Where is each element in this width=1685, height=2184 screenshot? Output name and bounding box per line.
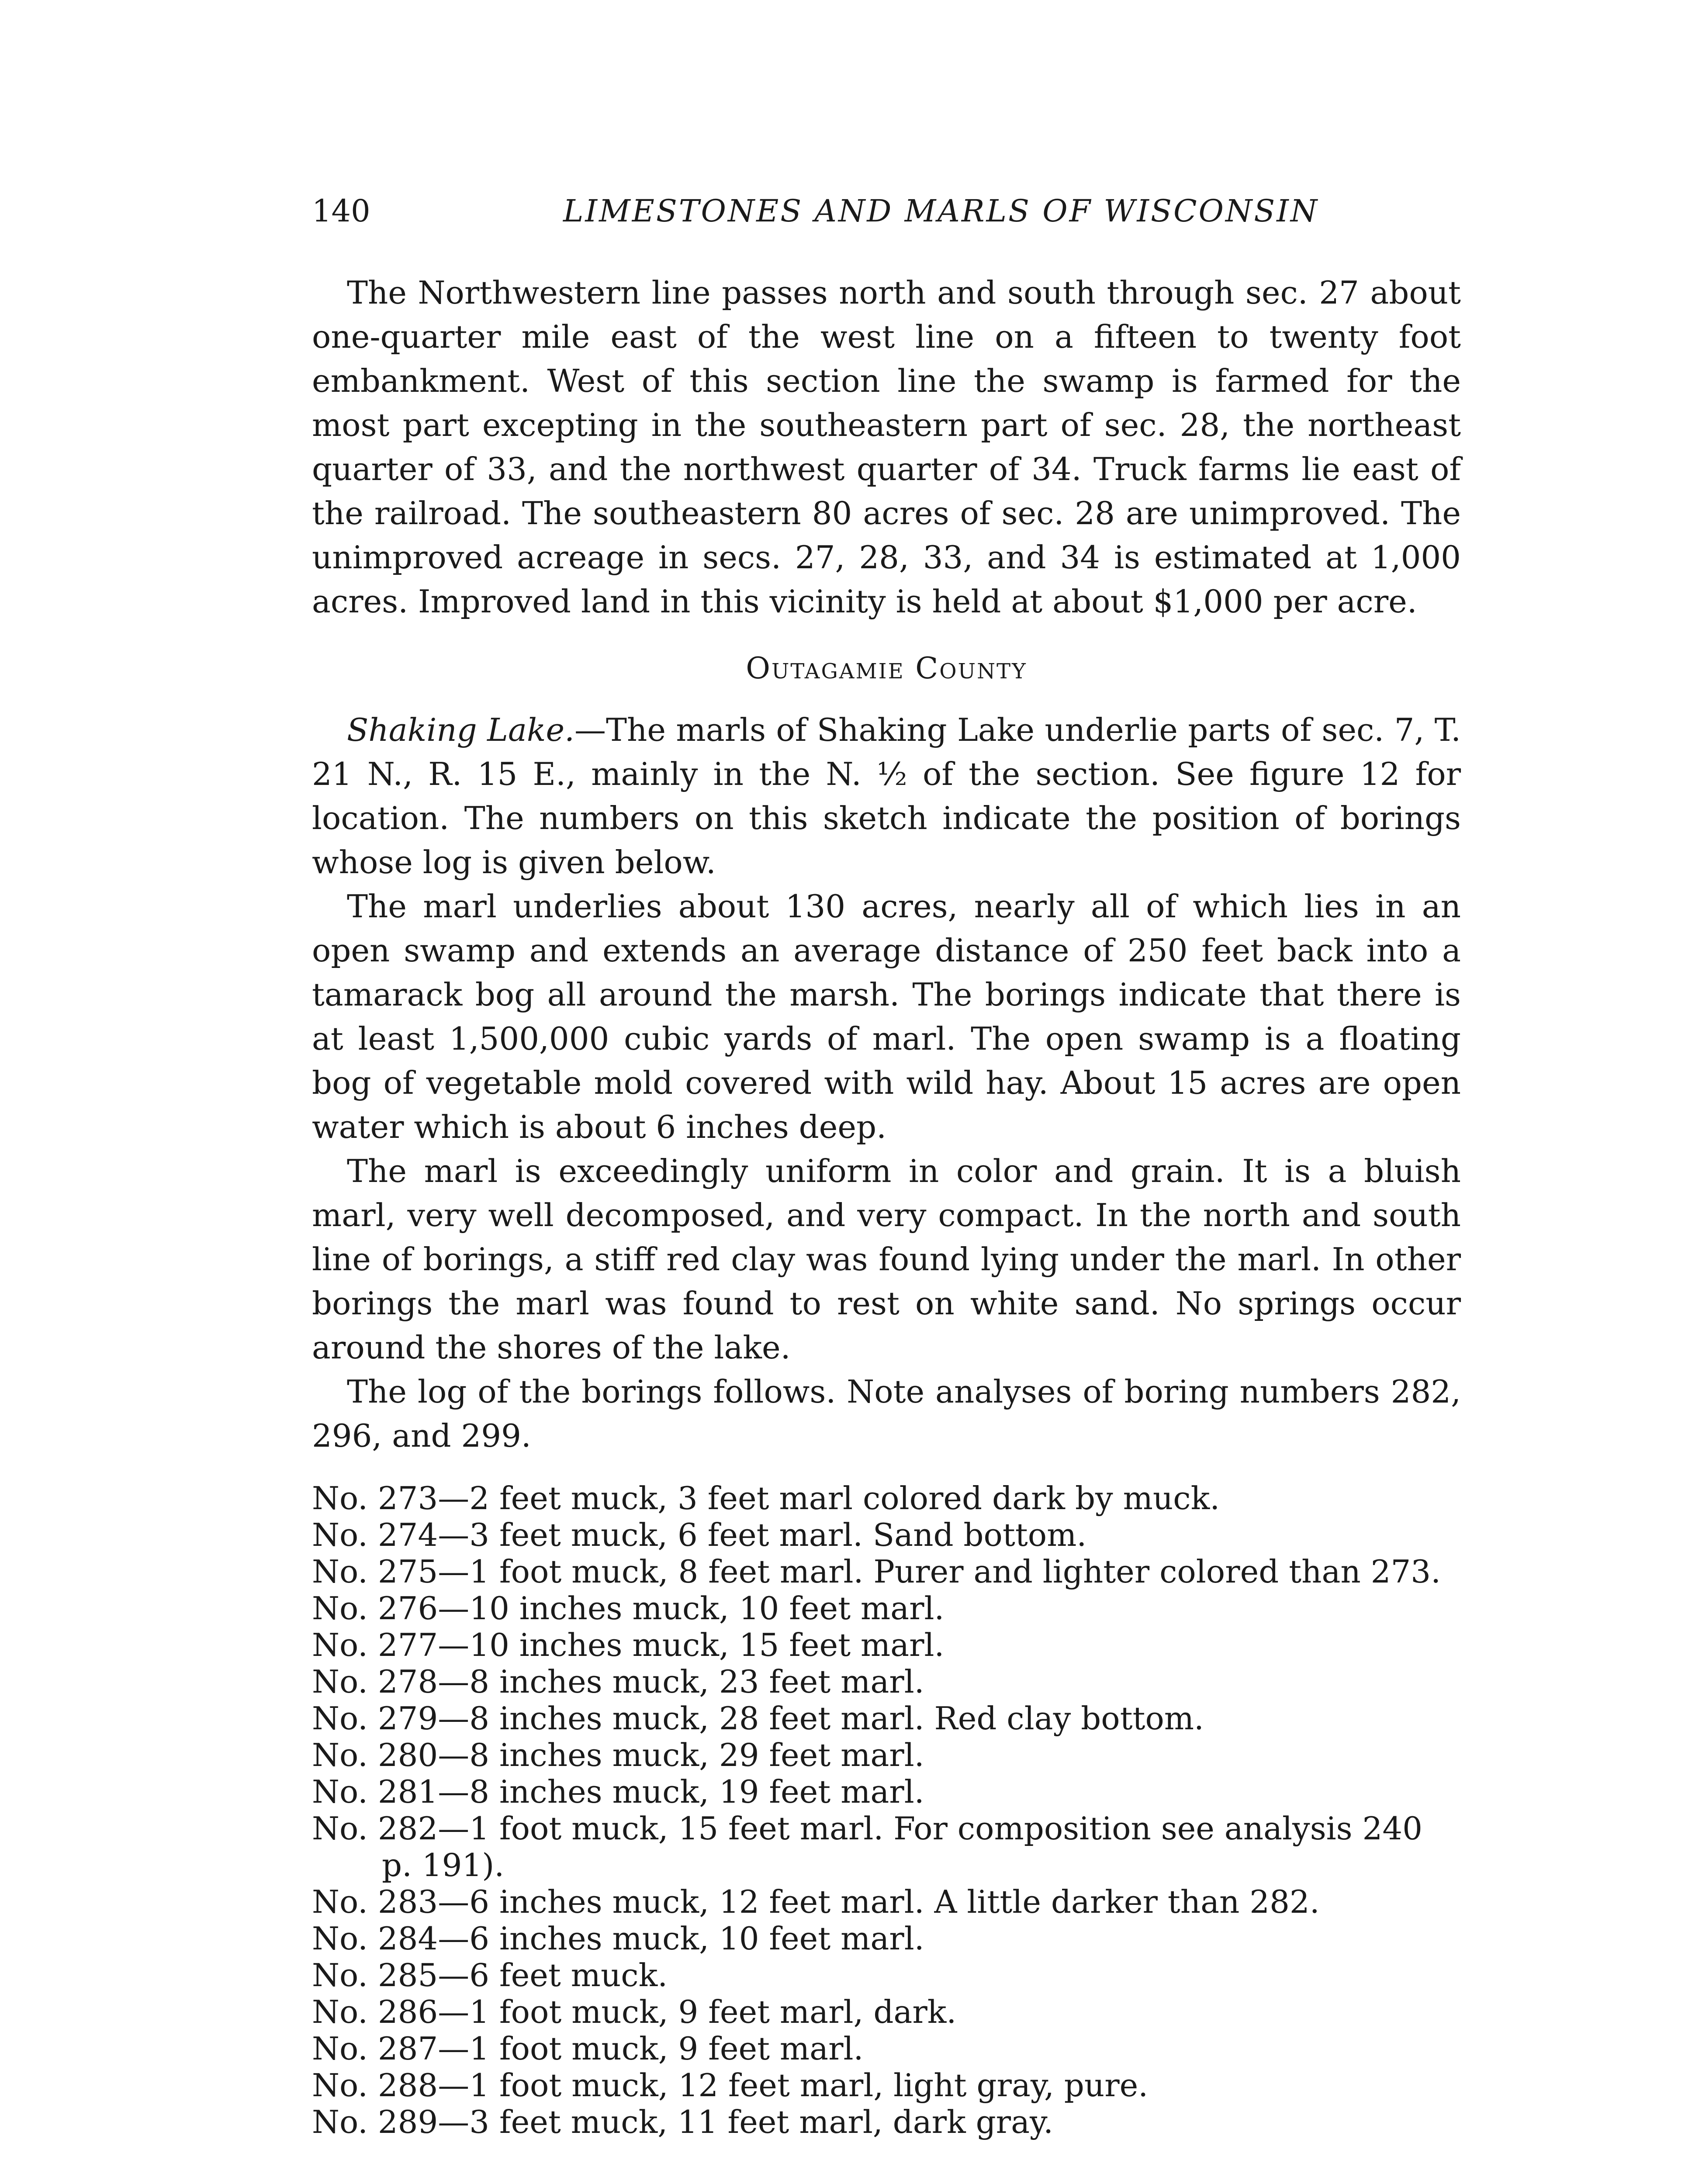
boring-log-entry: No. 282—1 foot muck, 15 feet marl. For composition see analysis 240 p. 191).: [312, 1810, 1422, 1883]
boring-log-entry: No. 279—8 inches muck, 28 feet marl. Red clay bottom.: [312, 1700, 1204, 1737]
section-heading: Outagamie County: [746, 651, 1027, 686]
paragraph-marl-quality: The marl is exceedingly uniform in color and grain. It is a bluish marl, very well decomposed, and very compact. In the north and south line of borings, a stiff red clay was found lying under the marl. In other borings the marl was found to rest on white sand. No springs occur around the shores of the lake.: [312, 1153, 1461, 1366]
shaking-lake-paragraph: [312, 708, 1461, 885]
boring-log-entry: No. 287—1 foot muck, 9 feet marl.: [312, 2030, 864, 2067]
boring-log-entry: No. 275—1 foot muck, 8 feet marl. Purer and lighter colored than 273.: [312, 1553, 1441, 1590]
boring-log-entry: No. 281—8 inches muck, 19 feet marl.: [312, 1773, 924, 1810]
boring-log-entry: No. 274—3 feet muck, 6 feet marl. Sand bottom.: [312, 1517, 1087, 1553]
boring-log-entry: No. 273—2 feet muck, 3 feet marl colored dark by muck.: [312, 1480, 1220, 1517]
page-header: [312, 187, 1461, 235]
boring-log-entry: No. 286—1 foot muck, 9 feet marl, dark.: [312, 1994, 957, 2030]
lead-term: Shaking Lake.: [347, 712, 575, 748]
boring-log-entry: No. 276—10 inches muck, 10 feet marl.: [312, 1590, 945, 1627]
page-body: [312, 271, 1461, 2140]
boring-log-list: [312, 1458, 1461, 2140]
paragraph-log-intro: The log of the borings follows. Note analyses of boring numbers 282, 296, and 299.: [312, 1373, 1461, 1454]
page-number: 140: [312, 193, 370, 229]
boring-log-entry: No. 289—3 feet muck, 11 feet marl, dark gray.: [312, 2104, 1054, 2140]
boring-log-entry: No. 278—8 inches muck, 23 feet marl.: [312, 1663, 924, 1700]
lead-text: —The marls of Shaking Lake underlie parts of sec. 7, T. 21 N., R. 15 E., mainly in the N. ½ of the section. See figure 12 for location. The numbers on this sketch indicate the position of borings whose log is given below.: [312, 712, 1461, 881]
boring-log-entry: No. 283—6 inches muck, 12 feet marl. A little darker than 282.: [312, 1883, 1320, 1920]
boring-log-entry: No. 288—1 foot muck, 12 feet marl, light gray, pure.: [312, 2067, 1149, 2104]
boring-log-entry: No. 285—6 feet muck.: [312, 1957, 668, 1994]
paragraph-marl-extent: The marl underlies about 130 acres, nearly all of which lies in an open swamp and extends an average distance of 250 feet back into a tamarack bog all around the marsh. The borings indicate that there is at least 1,500,000 cubic yards of marl. The open swamp is a floating bog of vegetable mold covered with wild hay. About 15 acres are open water which is about 6 inches deep.: [312, 888, 1461, 1145]
intro-paragraph: The Northwestern line passes north and south through sec. 27 about one-quarter mile east of the west line on a fifteen to twenty foot embankment. West of this section line the swamp is farmed for the most part excepting in the southeastern part of sec. 28, the northeast quarter of 33, and the northwest quarter of 34. Truck farms lie east of the railroad. The southeastern 80 acres of sec. 28 are unimproved. The unimproved acreage in secs. 27, 28, 33, and 34 is estimated at 1,000 acres. Improved land in this vicinity is held at about $1,000 per acre.: [312, 274, 1461, 620]
boring-log-entry: No. 280—8 inches muck, 29 feet marl.: [312, 1737, 924, 1773]
boring-log-entry: No. 284—6 inches muck, 10 feet marl.: [312, 1920, 924, 1957]
running-head: LIMESTONES AND MARLS OF WISCONSIN: [563, 193, 1319, 229]
boring-log-entry: No. 277—10 inches muck, 15 feet marl.: [312, 1627, 945, 1663]
